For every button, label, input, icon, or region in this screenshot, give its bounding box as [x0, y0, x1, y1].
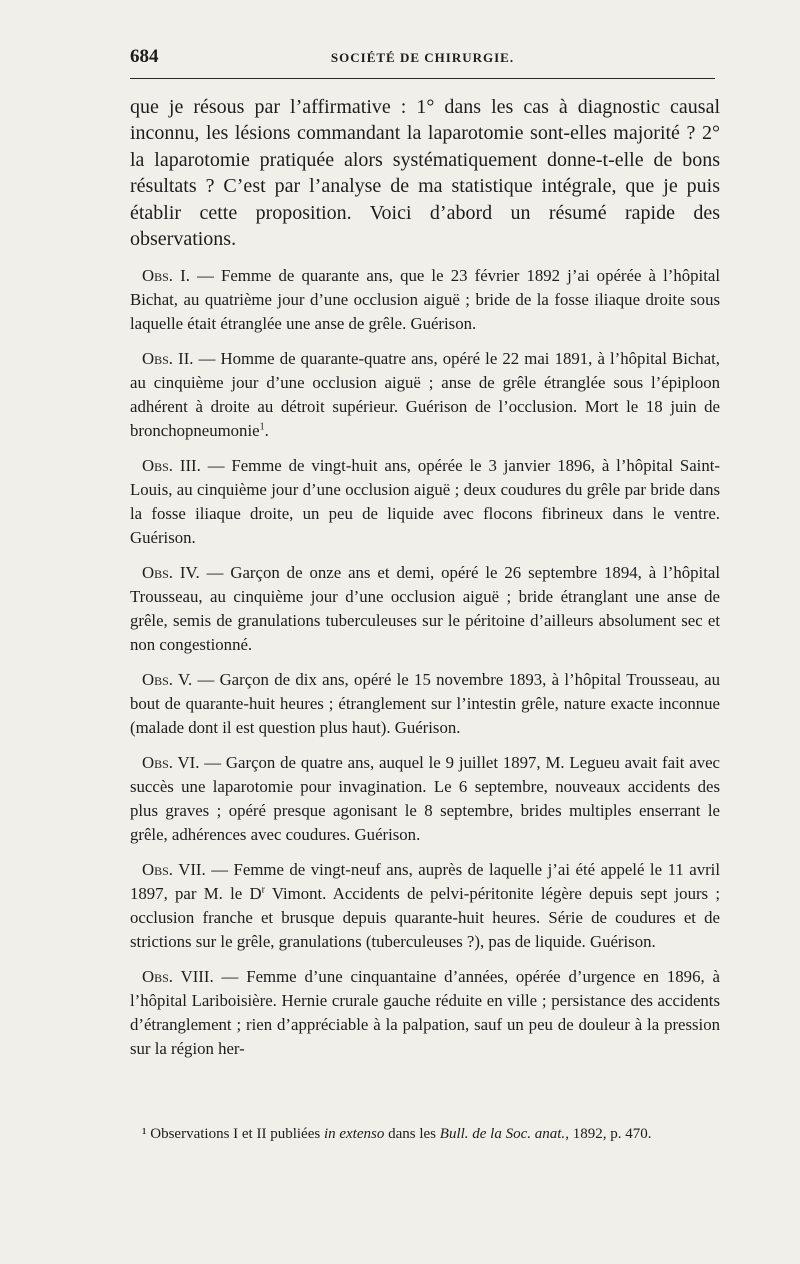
- observation-label: Obs. IV.: [142, 563, 200, 583]
- observation-label: Obs. I.: [142, 266, 190, 286]
- observation-text: — Femme de quarante ans, que le 23 février 1892 j’ai opérée à l’hôpital Bichat, au quatrième jour d’une occlusion aiguë ; bride de la fosse iliaque droite sous laquelle était étranglée une anse de grêle. Guérison.: [130, 266, 720, 334]
- observation-text: — Femme de vingt-huit ans, opérée le 3 janvier 1896, à l’hôpital Saint-Louis, au cinquième jour d’une occlusion aiguë ; deux coudures du grêle par bride dans la fosse iliaque droite, un peu de liquide avec flocons fibrineux dans le ventre. Guérison.: [130, 456, 720, 548]
- observation-8: [130, 965, 720, 1061]
- observation-5: [130, 668, 720, 740]
- page-header: [130, 46, 715, 68]
- observation-text-continued: Vimont. Accidents de pelvi-péritonite légère depuis sept jours ; occlusion franche et brusque depuis quarante-huit heures. Série de coudures et de strictions sur le grêle, granulations (tuberculeuses ?), pas de liquide. Guérison.: [130, 884, 721, 952]
- footnote-mark: ¹: [142, 1126, 147, 1142]
- superscript: r: [261, 884, 265, 896]
- footnote-italic: in extenso: [323, 1126, 385, 1142]
- observation-text: — Garçon de quatre ans, auquel le 9 juillet 1897, M. Legueu avait fait avec succès une laparotomie pour invagination. Le 6 septembre, nouveaux accidents des plus graves ; opéré presque agonisant le 8 septembre, brides multiples enserrant le grêle, adhérences avec coudures. Guérison.: [130, 753, 720, 845]
- observation-text: — Homme de quarante-quatre ans, opéré le 22 mai 1891, à l’hôpital Bichat, au cinquième jour d’une occlusion aiguë ; anse de grêle étranglée sous l’épiploon adhérent à droite au détroit supérieur. Guérison de l’occlusion. Mort le 18 juin de bronchopneumonie: [130, 349, 721, 441]
- observation-label: Obs. VI.: [142, 753, 200, 773]
- observation-label: Obs. VII.: [142, 860, 206, 880]
- observation-2: [130, 347, 720, 443]
- observation-7: [130, 858, 720, 954]
- observation-label: Obs. II.: [142, 349, 194, 369]
- observation-label: Obs. III.: [142, 456, 201, 476]
- observation-text: — Femme d’une cinquantaine d’années, opérée d’urgence en 1896, à l’hôpital Lariboisière. Hernie crurale gauche réduite en ville ; persistance des accidents d’étranglement ; rien d’appréciable à la palpation, sauf un peu de douleur à la pression sur la région her-: [130, 967, 721, 1059]
- footnote-text: , 1892, p. 470.: [565, 1126, 652, 1142]
- footnote-text: dans les: [384, 1126, 440, 1142]
- observation-4: [130, 561, 720, 657]
- running-head: SOCIÉTÉ DE CHIRURGIE.: [330, 50, 515, 65]
- header-rule: [130, 78, 715, 79]
- observation-text: — Femme de vingt-neuf ans, auprès de laquelle j’ai été appelé le 11 avril 1897, par M. le D: [130, 860, 721, 904]
- observation-1: [130, 264, 720, 336]
- page-number: 684: [130, 46, 159, 67]
- footnote-reference[interactable]: 1: [259, 421, 265, 433]
- observation-text-end: .: [264, 421, 269, 441]
- footnote: [130, 1124, 720, 1145]
- intro-paragraph: que je résous par l’affirmative : 1° dans les cas à diagnostic causal inconnu, les lésions commandant la laparotomie sont-elles majorité ? 2° la laparotomie pratiquée alors systématiquement donne-t-elle de bons résultats ? C’est par l’analyse de ma statistique intégrale, que je puis établir cette proposition. Voici d’abord un résumé rapide des observations.: [130, 96, 720, 251]
- body-text: [130, 94, 720, 1072]
- observation-label: Obs. V.: [142, 670, 193, 690]
- observation-text: — Garçon de dix ans, opéré le 15 novembre 1893, à l’hôpital Trousseau, au bout de quarante-huit heures ; étranglement sur l’intestin grêle, nature exacte inconnue (malade dont il est question plus haut). Guérison.: [130, 670, 720, 738]
- observation-3: [130, 454, 720, 550]
- footnote-text: Observations I et II publiées: [146, 1126, 324, 1142]
- observation-text: — Garçon de onze ans et demi, opéré le 26 septembre 1894, à l’hôpital Trousseau, au cinquième jour d’une occlusion aiguë ; bride étranglant une anse de grêle, semis de granulations tuberculeuses sur le péritoine d’ailleurs absolument sec et non congestionné.: [130, 563, 720, 655]
- observation-6: [130, 751, 720, 847]
- observation-label: Obs. VIII.: [142, 967, 214, 987]
- footnote-journal: Bull. de la Soc. anat.: [439, 1126, 566, 1142]
